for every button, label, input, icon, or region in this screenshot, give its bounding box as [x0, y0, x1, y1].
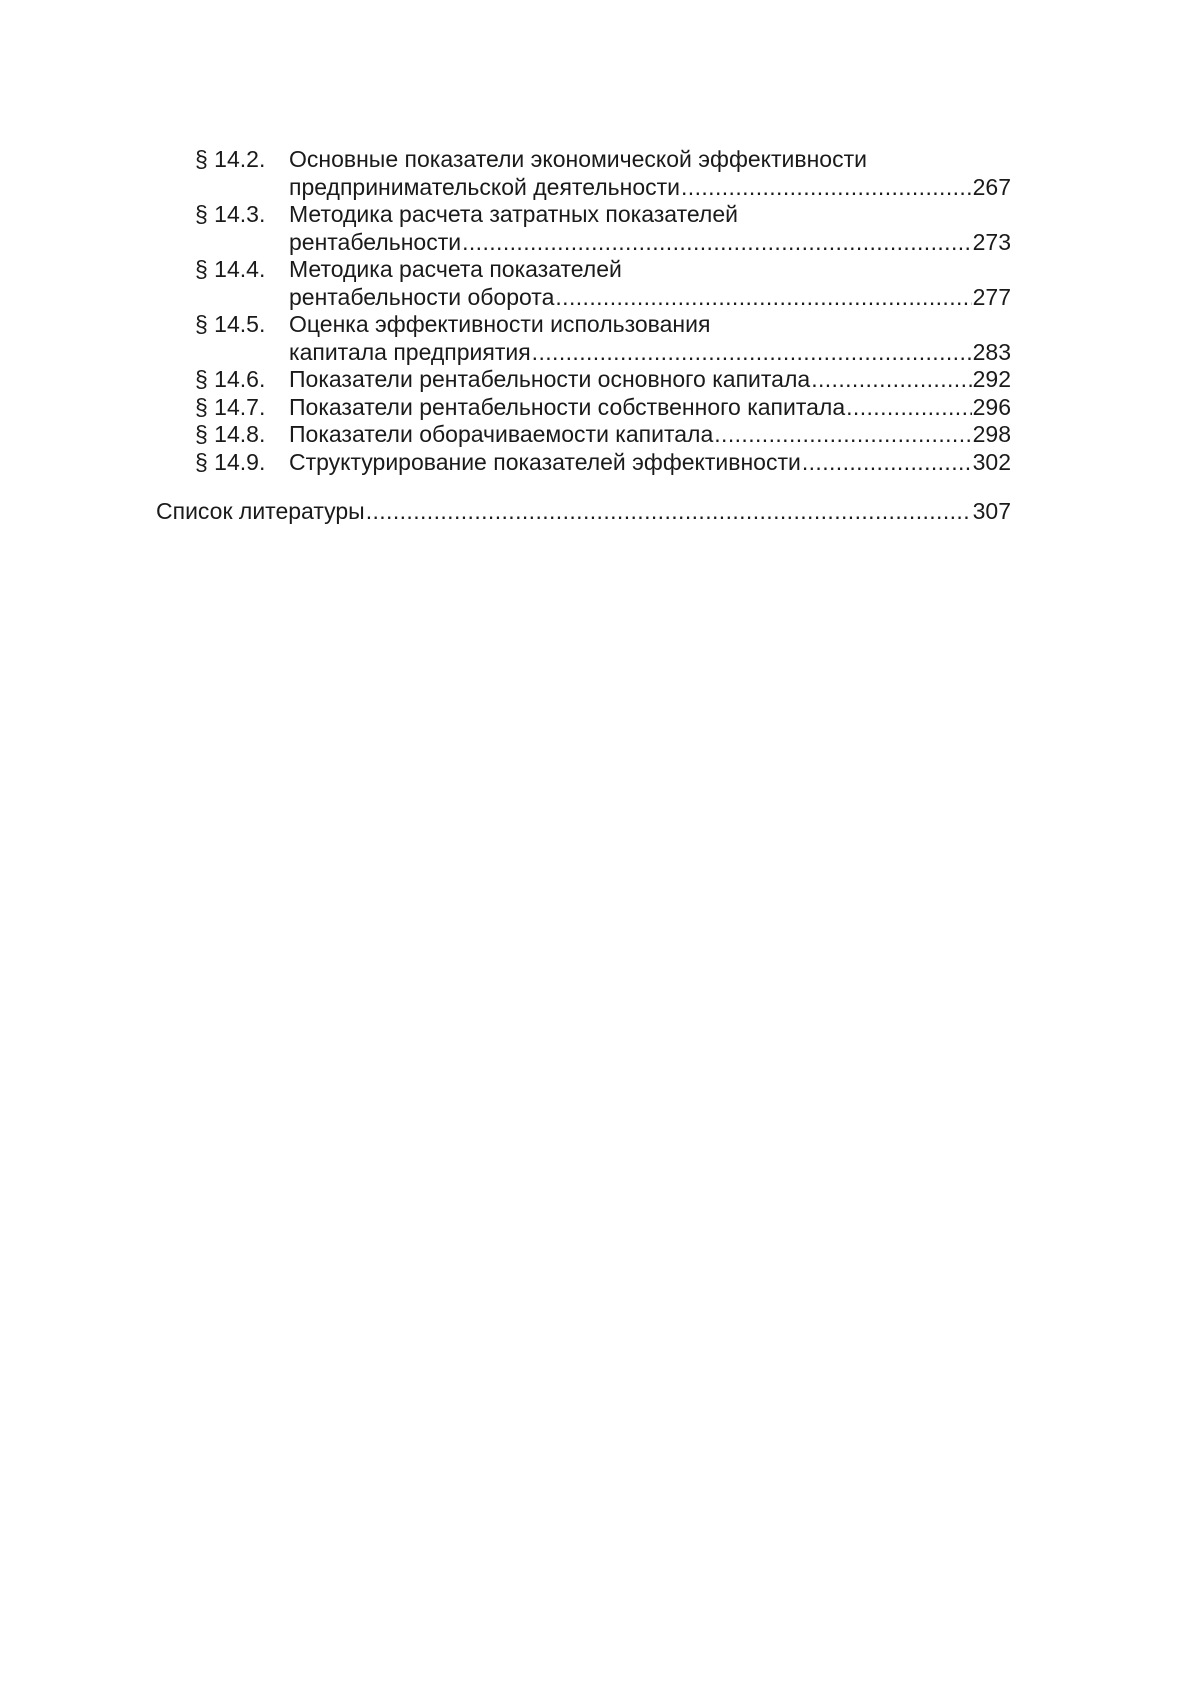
entry-body: [289, 311, 1011, 366]
toc-entry-14-7: [195, 394, 1011, 422]
dot-leader: [846, 394, 971, 422]
entry-leader-line: [289, 394, 1011, 422]
page-number: 292: [972, 366, 1011, 392]
entry-leader-line: [289, 339, 1011, 367]
section-number: § 14.3.: [195, 201, 266, 227]
entry-body: [289, 366, 1011, 394]
dot-leader: [462, 229, 972, 257]
entry-body: [289, 146, 1011, 201]
entry-body: [289, 394, 1011, 422]
entry-title-line: Показатели рентабельности собственного капитала: [289, 393, 846, 420]
section-number: § 14.8.: [195, 421, 266, 447]
toc-entry-14-2: [195, 146, 1011, 201]
page-number: 307: [972, 498, 1011, 524]
dot-leader: [366, 498, 972, 526]
section-number: § 14.9.: [195, 448, 266, 475]
entry-body: [289, 421, 1011, 449]
entry-leader-line: [289, 449, 1011, 477]
section-number: § 14.7.: [195, 393, 266, 420]
entry-leader-line: [289, 421, 1011, 449]
section-number: § 14.2.: [195, 146, 266, 172]
entry-leader-line: [289, 229, 1011, 257]
page-number: 283: [972, 338, 1011, 365]
entry-title-line: Структурирование показателей эффективности: [289, 448, 801, 475]
bibliography-title: Список литературы: [156, 498, 365, 524]
entry-leader-line: [156, 498, 1011, 526]
toc-entry-14-4: [195, 256, 1011, 311]
page-number: 302: [972, 448, 1011, 475]
entry-title-line: Основные показатели экономической эффективности: [289, 146, 867, 172]
entry-leader-line: [289, 366, 1011, 394]
toc-entry-14-3: [195, 201, 1011, 256]
entry-title-line: Методика расчета показателей: [289, 256, 622, 282]
dot-leader: [811, 366, 971, 394]
toc-entry-14-6: [195, 366, 1011, 394]
dot-leader: [681, 174, 972, 202]
entry-leader-line: [289, 174, 1011, 202]
section-number: § 14.4.: [195, 256, 266, 282]
page-number: 296: [972, 393, 1011, 420]
section-number: § 14.5.: [195, 311, 266, 337]
page-number: 273: [972, 228, 1011, 255]
entry-title-line: рентабельности оборота: [289, 283, 555, 310]
dot-leader: [555, 284, 971, 312]
section-number: § 14.6.: [195, 366, 266, 392]
entry-title-line: рентабельности: [289, 228, 462, 255]
entry-title-line: Оценка эффективности использования: [289, 311, 711, 337]
dot-leader: [714, 421, 971, 449]
entry-body: [289, 256, 1011, 311]
toc-entry-14-5: [195, 311, 1011, 366]
page-number: 277: [972, 283, 1011, 310]
dot-leader: [802, 449, 972, 477]
entry-body: [289, 449, 1011, 477]
dot-leader: [532, 339, 972, 367]
entry-leader-line: [289, 284, 1011, 312]
table-of-contents: [0, 146, 1181, 526]
toc-entry-14-9: [195, 449, 1011, 477]
entry-body: [289, 201, 1011, 256]
entry-title-line: предпринимательской деятельности: [289, 173, 680, 200]
entry-title-line: Показатели рентабельности основного капитала: [289, 366, 811, 392]
toc-entry-14-8: [195, 421, 1011, 449]
entry-title-line: Показатели оборачиваемости капитала: [289, 421, 714, 447]
entry-title-line: капитала предприятия: [289, 338, 531, 365]
toc-entry-bibliography: [156, 498, 1011, 526]
page-number: 298: [972, 421, 1011, 447]
entry-title-line: Методика расчета затратных показателей: [289, 201, 738, 227]
page-number: 267: [972, 173, 1011, 200]
